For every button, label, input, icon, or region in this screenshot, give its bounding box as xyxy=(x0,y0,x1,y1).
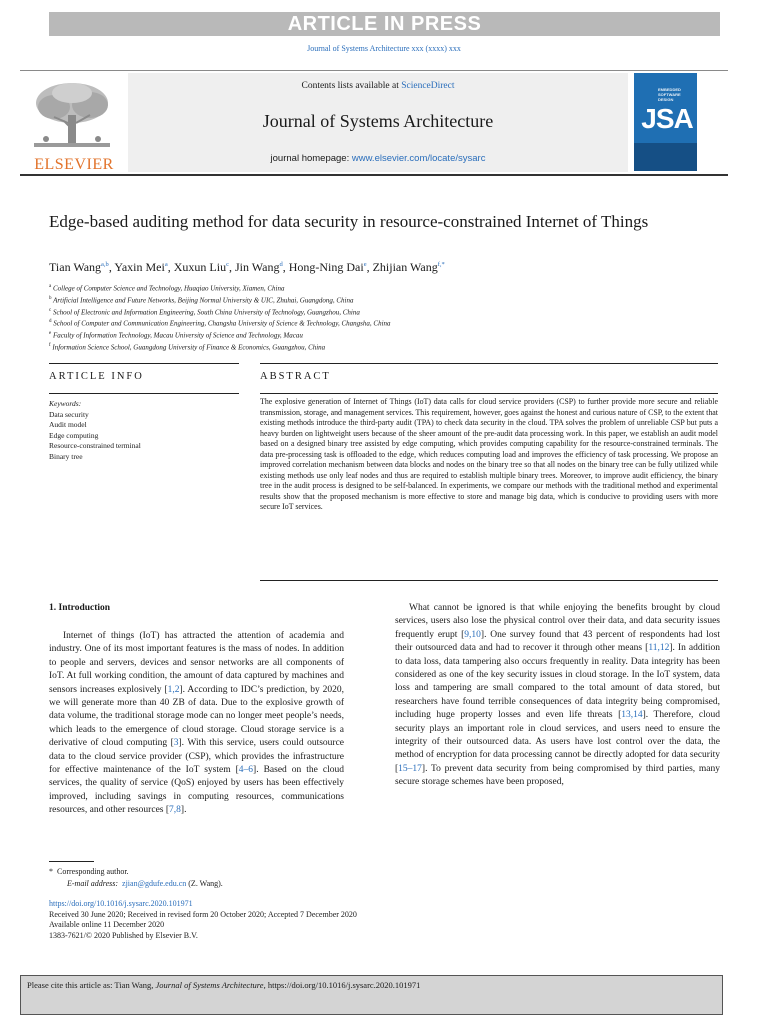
introduction-heading: 1. Introduction xyxy=(49,603,111,613)
abstract-underline xyxy=(260,393,718,394)
affiliation-item xyxy=(49,341,729,353)
journal-masthead xyxy=(20,70,728,175)
author-affiliation-mark[interactable]: a,b xyxy=(101,261,109,268)
publication-info xyxy=(49,899,649,941)
paragraph-text: ]. One survey found that 43 percent of respondents had lost their outsourced data and had to recover it through other means [ xyxy=(395,629,720,654)
author-name[interactable]: Tian Wang xyxy=(49,260,102,274)
affiliation-item xyxy=(49,282,729,294)
affiliation-text: Artificial Intelligence and Future Networks, Beijing Normal University & UIC, Zhuhai, Guangdong, China xyxy=(51,296,354,305)
paragraph-text: ]. In addition to data loss, data tampering also occurs frequently in reality. Data integrity has been considered as one of the key security issues in cloud storage. In the IoT system, data loss and tampering are small compared to the total amount of data stored, but researchers have found terrible consequences of data integrity being compromised, including huge property losses and even life threats [ xyxy=(395,643,721,721)
article-info-underline xyxy=(49,393,239,394)
article-info-heading: ARTICLE INFO xyxy=(49,371,144,382)
affiliation-item xyxy=(49,317,729,329)
citation-link[interactable]: 9,10 xyxy=(464,629,481,640)
citation-link[interactable]: 13,14 xyxy=(621,710,643,721)
affiliation-list xyxy=(49,282,729,353)
citation-link[interactable]: 1,2 xyxy=(167,684,180,695)
affiliation-item xyxy=(49,306,729,318)
article-title: Edge-based auditing method for data security in resource-constrained Internet of Things xyxy=(49,212,649,231)
affiliation-mark: a xyxy=(49,284,52,289)
intro-left-column xyxy=(49,630,344,818)
author-email-link[interactable]: zjian@gdufe.edu.cn xyxy=(122,879,187,888)
masthead-center-panel xyxy=(128,73,628,172)
author-separator: , xyxy=(167,260,174,274)
paragraph-text: ]. Therefore, cloud security plays an important role in cloud services, and users need to ensure the integrity of their outsourced data. As users have lost control over the data, the method of encryption for data processing cannot be directly adopted for data security [ xyxy=(395,710,720,774)
email-line xyxy=(49,878,449,890)
online-date: Available online 11 December 2020 xyxy=(49,920,165,929)
cite-text xyxy=(27,980,420,990)
author-name[interactable]: Hong-Ning Dai xyxy=(288,260,364,274)
article-info-rule xyxy=(49,363,239,364)
corresponding-author-footnote xyxy=(49,866,449,890)
citation-link[interactable]: 15–17 xyxy=(398,763,422,774)
contents-prefix: Contents lists available at xyxy=(301,81,402,91)
cite-prefix: Please cite this article as: Tian Wang, xyxy=(27,980,156,990)
citation-link[interactable]: 3 xyxy=(173,738,179,749)
cite-this-article-bar xyxy=(20,975,723,1015)
footnote-star: * xyxy=(49,867,53,876)
abstract-bottom-rule xyxy=(260,580,718,581)
keywords-block xyxy=(49,399,239,463)
author-name[interactable]: Jin Wang xyxy=(234,260,280,274)
citation-link[interactable]: 4–6 xyxy=(238,765,254,776)
paragraph-text: ]. xyxy=(180,805,187,816)
paragraph-text: Internet of things (IoT) has attracted the attention of academia and industry. One of its most important features is the mass of nodes. In addition to people and servers, devices and sensor networks are all components of IoT. At full working condition, the amount of data captured by machines and sensors increases explosively [ xyxy=(49,631,344,695)
author-affiliation-mark[interactable]: d xyxy=(279,261,283,268)
affiliation-item xyxy=(49,329,729,341)
homepage-line xyxy=(128,153,628,164)
affiliation-mark: d xyxy=(49,319,52,325)
author-name[interactable]: Zhijian Wang xyxy=(372,260,438,274)
affiliation-text: School of Computer and Communication Engineering, Changsha University of Science & Technology, Changsha, China xyxy=(51,319,391,328)
author-affiliation-mark[interactable]: f,* xyxy=(437,261,445,268)
keyword-item: Audit model xyxy=(49,420,87,430)
paragraph-text: ]. Based on the cloud services, the quality of service (QoS) enjoyed by users has been effectively improved, including savings in computing resources, communications resources, and other resources [ xyxy=(49,765,345,816)
paragraph-text: ]. With this service, users could outsource data to the cloud service provider (CSP), which provides the infrastructure for effective maintenance of the IoT system [ xyxy=(49,738,344,776)
copyright-line: 1383-7621/© 2020 Published by Elsevier B.V. xyxy=(49,930,198,940)
publisher-name: ELSEVIER xyxy=(34,156,114,173)
affiliation-text: Information Science School, Guangdong University of Finance & Economics, Guangzhou, China xyxy=(50,343,326,352)
affiliation-text: College of Computer Science and Technology, Huaqiao University, Xiamen, China xyxy=(51,284,285,293)
author-name[interactable]: Xuxun Liu xyxy=(173,260,227,274)
author-separator: , xyxy=(366,260,373,274)
homepage-prefix: journal homepage: xyxy=(270,153,352,164)
author-affiliation-mark[interactable]: c xyxy=(226,261,229,268)
keyword-item: Data security xyxy=(49,409,89,419)
email-suffix: (Z. Wang). xyxy=(188,879,223,888)
cover-small-text: EMBEDDED SOFTWARE DESIGN xyxy=(658,87,681,102)
cover-band xyxy=(634,143,697,171)
doi-link[interactable]: https://doi.org/10.1016/j.sysarc.2020.101971 xyxy=(49,899,193,908)
affiliation-mark: f xyxy=(49,343,51,349)
footnote-rule xyxy=(49,861,94,862)
article-in-press-banner: ARTICLE IN PRESS xyxy=(49,12,720,36)
citation-link[interactable]: 7,8 xyxy=(169,805,181,816)
author-affiliation-mark[interactable]: a xyxy=(164,261,168,268)
corresponding-line xyxy=(49,866,449,878)
journal-homepage-link[interactable]: www.elsevier.com/locate/sysarc xyxy=(351,153,486,164)
intro-right-column xyxy=(395,602,720,790)
journal-cover-image[interactable] xyxy=(634,73,697,171)
affiliation-text: School of Electronic and Information Engineering, South China University of Technology, Guangzhou, China xyxy=(51,307,360,316)
cite-suffix: , https://doi.org/10.1016/j.sysarc.2020.101971 xyxy=(263,980,421,990)
paragraph-text: What cannot be ignored is that while enjoying the benefits brought by cloud services, users also lose the physical control over their data, and data security issues frequently erupt [ xyxy=(395,603,720,640)
affiliation-mark: c xyxy=(49,307,52,313)
keyword-item: Binary tree xyxy=(49,451,83,461)
corresponding-label: Corresponding author. xyxy=(57,867,129,876)
affiliation-mark: b xyxy=(49,295,52,301)
received-dates: Received 30 June 2020; Received in revised form 20 October 2020; Accepted 7 December 2020 xyxy=(49,909,357,919)
author-separator: , xyxy=(108,260,115,274)
journal-title: Journal of Systems Architecture xyxy=(262,111,494,131)
affiliation-mark: e xyxy=(49,331,52,337)
sciencedirect-link[interactable]: ScienceDirect xyxy=(401,81,455,91)
keywords-list xyxy=(49,410,239,463)
paragraph-text: ]. According to IDC’s prediction, by 2020, we will generate more than 40 ZB of data. Due to the explosive growth of data volume, the traditional storage mode can no longer meet people’s needs, which leads to the emergence of cloud storage. Cloud storage service is a derivative of cloud computing [ xyxy=(49,684,345,749)
abstract-heading: ABSTRACT xyxy=(260,371,331,382)
abstract-text: The explosive generation of Internet of Things (IoT) data calls for cloud service providers (CSP) to further provide more secure and reliable transmission, storage, and management services. This requirement, however, goes against the honest and curious nature of CSP, to the extent that existing methods introduce the third-party audit (TPA) to check data security in the cloud. TPA solves the problem of unreliable CSP but puts a heavy burden on lightweight users because of the sheer amount of the pre-audit data processing work. In this paper, we establish an audit model based on a designed binary tree assisted by edge computing, which provides computing capability for the resource-constrained terminals. The data pre-processing task is offloaded to the edge, which reduces computing load and improves the efficiency of task processing. We propose an improved correlation mechanism between data blocks and nodes on the binary tree so that all nodes on the binary tree can be fully utilized while existing methods use only leaf nodes and thus are required to establish multiple binary trees. Moreover, to improve audit efficiency, the binary tree in the audit process is designed to be self-balanced. In experiments, we compare our methods with the traditional method and experimental results show that the proposed mechanism is more effective to store and manage big data, which is conducive to providing users with more secure IoT services. xyxy=(260,397,718,512)
abstract-rule xyxy=(260,363,718,364)
paragraph-text: ]. To prevent data security from being compromised by third parties, many secure storage schemes have been proposed, xyxy=(395,763,720,788)
cite-journal: Journal of Systems Architecture xyxy=(155,980,264,990)
affiliation-item xyxy=(49,294,729,306)
elsevier-tree-icon xyxy=(24,79,120,151)
masthead-top-rule xyxy=(20,70,728,71)
journal-reference-link[interactable]: Journal of Systems Architecture xxx (xxxx) xxx xyxy=(307,44,461,53)
cover-jsa-title: JSA xyxy=(641,103,693,134)
author-separator: , xyxy=(282,260,289,274)
author-list xyxy=(49,260,729,275)
keyword-item: Resource-constrained terminal xyxy=(49,441,141,451)
affiliation-text: Faculty of Information Technology, Macau University of Science and Technology, Macau xyxy=(51,331,303,340)
intro-paragraph-2 xyxy=(395,602,720,790)
email-label: E-mail address: xyxy=(67,879,119,888)
author-separator: , xyxy=(228,260,235,274)
keyword-item: Edge computing xyxy=(49,430,99,440)
intro-paragraph-1 xyxy=(49,630,344,818)
contents-line xyxy=(128,81,628,91)
keywords-label: Keywords: xyxy=(49,399,82,408)
masthead-bottom-rule xyxy=(20,174,728,176)
author-affiliation-mark[interactable]: e xyxy=(363,261,367,268)
author-name[interactable]: Yaxin Mei xyxy=(114,260,165,274)
elsevier-logo[interactable] xyxy=(22,76,122,174)
citation-link[interactable]: 11,12 xyxy=(648,643,670,654)
